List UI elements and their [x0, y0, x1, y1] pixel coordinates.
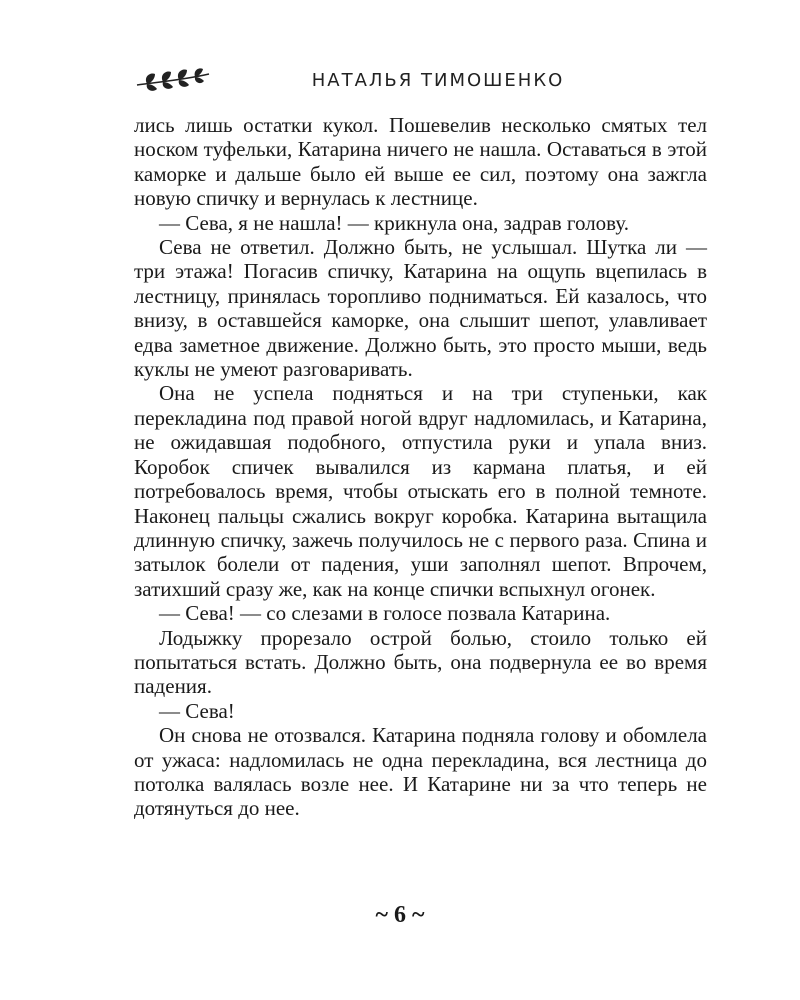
paragraph: — Сева! — со слезами в голосе позвала Катарина.: [159, 601, 611, 626]
body-text: [134, 113, 707, 821]
paragraph: Она не успела подняться и на три ступеньки, как перекладина под правой ногой вдруг надломилась, и Катарина, не ожидавшая подобного, отпустила руки и упала вниз. Коробок спичек вывалился из кармана платья, и ей потребовалось время, чтобы отыскать его в полной темноте. Наконец пальцы сжались вокруг коробка. Катарина вытащила длинную спичку, зажечь получилось не с первого раза. Спина и затылок болели от падения, уши заполнял шепот. Впрочем, затихший сразу же, как на конце спички вспыхнул огонек.: [134, 381, 707, 601]
paragraph: Сева не ответил. Должно быть, не услышал. Шутка ли — три этажа! Погасив спичку, Катарина на ощупь вцепилась в лестницу, принялась торопливо подниматься. Ей казалось, что внизу, в оставшейся каморке, она слышит шепот, улавливает едва заметное движение. Должно быть, это просто мыши, ведь куклы не умеют разговаривать.: [134, 235, 707, 382]
author-name: НАТАЛЬЯ ТИМОШЕНКО: [311, 70, 565, 91]
paragraph: Он снова не отозвался. Катарина подняла голову и обомлела от ужаса: надломилась не одна перекладина, вся лестница до потолка валялась возле нее. И Катарине ни за что теперь не дотянуться до нее.: [134, 723, 707, 821]
page-number: ~ 6 ~: [375, 902, 425, 928]
paragraph: Лодыжку прорезало острой болью, стоило только ей попытаться встать. Должно быть, она подвернула ее во время падения.: [134, 625, 707, 699]
paragraph: лись лишь остатки кукол. Пошевелив несколько смятых тел носком туфельки, Катарина ничего не нашла. Оставаться в этой каморке и дальше было ей выше ее сил, поэтому она зажгла новую спичку и вернулась к лестнице.: [134, 113, 707, 211]
paragraph: — Сева!: [159, 698, 235, 723]
paragraph: — Сева, я не нашла! — крикнула она, задрав голову.: [159, 210, 630, 235]
running-header: [128, 60, 688, 100]
